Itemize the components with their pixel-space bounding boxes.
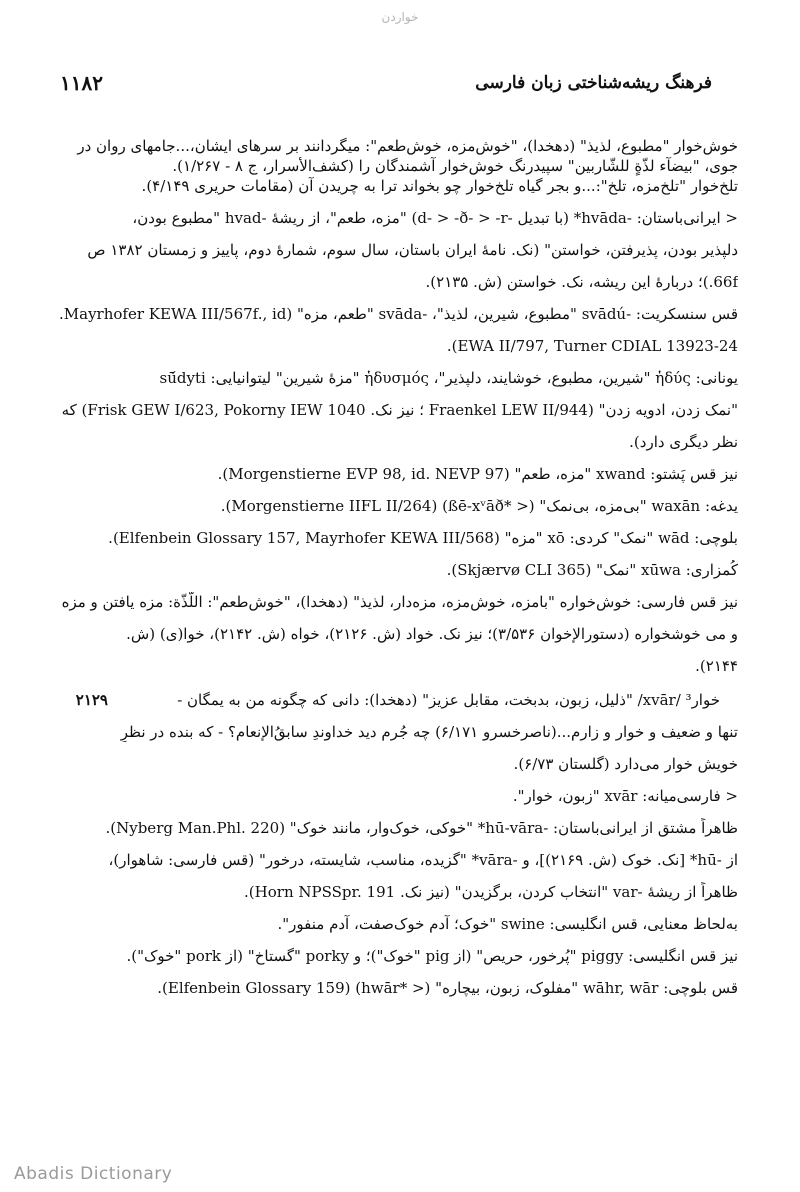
text-line: تلخ‌خوار "تلخ‌مزه، تلخ":...و بجر گیاه تلخ‌خوار چو بخواند ترا به چریدن آن (مقامات حریری ۴/۱۴۹).	[141, 177, 738, 195]
text-line: بلوچی: wād "نمک" کردی: xō "مزه" (Elfenbein Glossary 157, Mayrhofer KEWA III/568).	[108, 529, 738, 547]
text-line: "نمک زدن، ادویه زدن" (Fraenkel LEW II/944 ؛ نیز نک. Frisk GEW I/623, Pokorny IEW 1040) که	[61, 401, 738, 419]
text-line: ۲۱۴۴).	[695, 657, 738, 675]
text-line: < فارسی‌میانه: xvār "زبون، خوار".	[512, 787, 738, 805]
text-line: و می خوشخواره (دستورالإخوان ۳/۵۳۶)؛ نیز نک. خواد (ش. ۲۱۲۶)، خواه (ش. ۲۱۴۲)، خوا(ی) (ش.	[126, 625, 738, 643]
watermark: Abadis Dictionary	[14, 1164, 173, 1184]
text-line: تنها و ضعیف و خوار و زارم...(ناصرخسرو ۶/۱۷۱) چه جُرم دید خداوندِ سابقُ‌الإنعام؟ - که بنده در نظرِ	[120, 723, 738, 741]
text-line: < ایرانی‌باستان: -hvāda* (با تبدیل -d- > -ð- > -r) "مزه، طعم"، از ریشهٔ -hvad "مطبوع بودن،	[132, 209, 738, 227]
page-number: ۱۱۸۲	[60, 71, 103, 95]
text-line: نیز قس فارسی: خوش‌خواره "بامزه، خوش‌مزه، مزه‌دار، لذیذ" (دهخدا)، "خوش‌طعم": اللّذّة: مزه یافتن و مزه	[61, 593, 738, 611]
text-line: خوش‌خوار "مطبوع، لذیذ" (دهخدا)، "خوش‌مزه، خوش‌طعم": میگردانند بر سرهای ایشان،...جامهای روان در	[77, 137, 738, 155]
text-line: به‌لحاظ معنایی، قس انگلیسی: swine "خوک؛ آدم خوک‌صفت، آدم منفور".	[277, 915, 738, 933]
entry-heading	[58, 690, 738, 710]
text-line: نیز قس انگلیسی: piggy "پُرخور، حریص" (از pig "خوک")؛ و porky "گستاخ" (از pork "خوک").	[126, 947, 738, 965]
text-line: دلپذیر بودن، پذیرفتن، خواستن" (نک. نامهٔ ایران باستان، سال سوم، شمارهٔ دوم، پاییز و زمستان ۱۳۸۲ ص	[87, 241, 738, 259]
text-line: ظاهراً مشتق از ایرانی‌باستان: -hū-vāra* "خوکی، خوک‌وار، مانند خوک" (Nyberg Man.Phl. 220).	[105, 819, 738, 837]
entry-number: ۲۱۲۹	[75, 691, 108, 709]
text-line: جوی، "بیضآء لذّةٍ للشّاربین" سپیدرنگ خوش‌خوار آشمندگان را (کشف‌الأسرار، ج ۸ - ۱/۲۶۷).	[172, 157, 738, 175]
text-line: ظاهراً از ریشهٔ -var "انتخاب کردن، برگزیدن" (نیز نک. Horn NPSSpr. 191).	[244, 883, 738, 901]
text-line: قس بلوچی: wāhr, wār "مفلوک، زبون، بیچاره" (< *hwār) (Elfenbein Glossary 159).	[157, 979, 738, 997]
text-line: 66f.)؛ دربارهٔ این ریشه، نک. خواستن (ش. ۲۱۳۵).	[425, 273, 738, 291]
page-header	[60, 68, 712, 98]
text-line: کُمزاری: xūwa "نمک" (Skjærvø CLI 365).	[446, 561, 738, 579]
text-line: خویش خوار می‌دارد (گلستان ۶/۷۳).	[513, 755, 738, 773]
text-line: قس سنسکریت: -svādú "مطبوع، شیرین، لذیذ"، -svāda "طعم، مزه" (Mayrhofer KEWA III/567f., id.	[59, 305, 738, 323]
text-line: یونانی: ἡδύς "شیرین، مطبوع، خوشایند، دلپذیر"، ἡδυσμός "مزهٔ شیرین" لیتوانیایی: sū́dyti	[159, 369, 738, 387]
top-label: خواردن	[381, 10, 419, 24]
page-content	[58, 136, 738, 998]
text-line: از -hū* [نک. خوک (ش. ۲۱۶۹)]، و -vāra* "گزیده، مناسب، شایسته، درخور" (قس فارسی: شاهوار)،	[108, 851, 738, 869]
book-title: فرهنگ ریشه‌شناختی زبان فارسی	[475, 73, 712, 93]
text-line: نیز قس پَشتو: xwand "مزه، طعم" (Morgenstierne EVP 98, id. NEVP 97).	[217, 465, 738, 483]
text-line: یدغه: waxān "بی‌مزه، بی‌نمک" (< *ßē-xᵛāð) (Morgenstierne IIFL II/264).	[220, 497, 738, 515]
entry-headword: خوار³ /xvār/ "ذلیل، زبون، بدبخت، مقابل عزیز" (دهخدا): دانی که چگونه من به یمگان -	[177, 691, 720, 709]
text-line: EWA II/797, Turner CDIAL 13923-24).	[446, 337, 738, 355]
text-line: نظر دیگری دارد).	[629, 433, 738, 451]
